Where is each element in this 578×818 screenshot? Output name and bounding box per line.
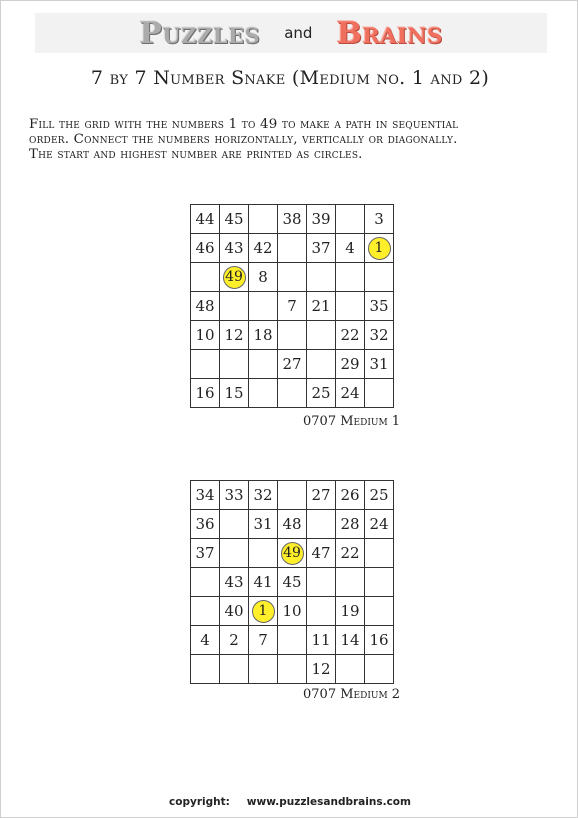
grid-cell[interactable] [191,510,220,539]
grid-cell[interactable] [249,379,278,408]
grid-cell[interactable] [220,234,249,263]
cell-number: 33 [224,486,244,504]
puzzle-caption-2: 0707 Medium 2 [303,687,401,702]
grid-cell[interactable] [336,321,365,350]
grid-cell[interactable] [307,205,336,234]
grid-cell[interactable] [278,539,307,568]
grid-cell[interactable] [336,205,365,234]
circled-number: 1 [368,237,391,260]
instruction-line: Fill the grid with the numbers 1 to 49 to make a path in sequential [29,117,459,132]
grid-cell[interactable] [191,626,220,655]
cell-number: 32 [369,326,389,344]
grid-cell[interactable] [307,321,336,350]
grid-cell[interactable] [220,350,249,379]
cell-number: 25 [311,384,331,402]
grid-cell[interactable] [220,626,249,655]
cell-number: 47 [311,544,331,562]
puzzle-caption-1: 0707 Medium 1 [303,414,401,429]
cell-number: 15 [224,384,244,402]
cell-number: 41 [253,573,273,591]
grid-cell[interactable] [336,539,365,568]
grid-cell[interactable] [191,263,220,292]
cell-number: 46 [195,239,215,257]
grid-cell[interactable] [191,234,220,263]
cell-number: 16 [195,384,215,402]
grid-cell[interactable] [365,379,394,408]
instruction-line: The start and highest number are printed as circles. [29,147,363,162]
grid-cell[interactable] [220,568,249,597]
grid-cell[interactable] [307,350,336,379]
grid-cell[interactable] [220,655,249,684]
cell-number: 27 [282,355,302,373]
grid-cell[interactable] [191,379,220,408]
cell-number: 14 [340,631,360,649]
cell-number: 36 [195,515,215,533]
grid-cell[interactable] [278,350,307,379]
grid-cell[interactable] [278,481,307,510]
puzzle-grid-1 [190,204,394,408]
grid-cell[interactable] [249,510,278,539]
grid-cell[interactable] [365,205,394,234]
grid-cell[interactable] [336,626,365,655]
grid-cell[interactable] [336,568,365,597]
grid-cell[interactable] [220,321,249,350]
grid-cell[interactable] [220,379,249,408]
grid-cell[interactable] [336,510,365,539]
grid-cell[interactable] [365,292,394,321]
grid-cell[interactable] [191,350,220,379]
cell-number: 48 [195,297,215,315]
grid-cell[interactable] [278,205,307,234]
cell-number: 19 [340,602,360,620]
cell-number: 35 [369,297,389,315]
grid-cell[interactable] [220,263,249,292]
cell-number: 42 [253,239,273,257]
logo-and: and [284,24,313,42]
grid-cell[interactable] [278,234,307,263]
cell-number: 21 [311,297,331,315]
cell-number: 45 [224,210,244,228]
grid-cell[interactable] [278,510,307,539]
grid-cell[interactable] [365,510,394,539]
grid-cell[interactable] [249,321,278,350]
circled-number: 49 [281,542,304,565]
grid-cell[interactable] [191,568,220,597]
circled-number: 49 [223,266,246,289]
cell-number: 10 [195,326,215,344]
grid-cell[interactable] [278,597,307,626]
grid-cell[interactable] [249,568,278,597]
grid-cell[interactable] [191,481,220,510]
grid-cell[interactable] [220,481,249,510]
grid-cell[interactable] [220,292,249,321]
grid-cell[interactable] [249,539,278,568]
cell-number: 16 [369,631,389,649]
grid-cell[interactable] [278,292,307,321]
cell-number: 25 [369,486,389,504]
grid-cell[interactable] [307,379,336,408]
grid-cell[interactable] [249,481,278,510]
cell-number: 38 [282,210,302,228]
grid-cell[interactable] [336,379,365,408]
grid-cell[interactable] [365,481,394,510]
cell-number: 39 [311,210,331,228]
grid-cell[interactable] [307,539,336,568]
grid-cell[interactable] [307,481,336,510]
grid-cell[interactable] [307,292,336,321]
grid-cell[interactable] [249,263,278,292]
grid-cell[interactable] [249,234,278,263]
cell-number: 40 [224,602,244,620]
cell-number: 31 [253,515,273,533]
cell-number: 28 [340,515,360,533]
grid-cell[interactable] [249,205,278,234]
grid-cell[interactable] [336,597,365,626]
grid-cell[interactable] [220,539,249,568]
grid-cell[interactable] [307,263,336,292]
cell-number: 48 [282,515,302,533]
cell-number: 10 [282,602,302,620]
logo-puzzles: Puzzles [139,15,261,51]
grid-cell[interactable] [249,655,278,684]
grid-cell[interactable] [365,626,394,655]
cell-number: 8 [258,268,268,286]
puzzle-grid-2 [190,480,394,684]
grid-cell[interactable] [307,510,336,539]
cell-number: 37 [195,544,215,562]
grid-cell[interactable] [220,205,249,234]
cell-number: 43 [224,239,244,257]
grid-cell[interactable] [278,626,307,655]
cell-number: 4 [200,631,210,649]
grid-cell[interactable] [336,655,365,684]
cell-number: 44 [195,210,215,228]
grid-cell[interactable] [365,655,394,684]
grid-cell[interactable] [191,539,220,568]
grid-cell[interactable] [220,597,249,626]
grid-cell[interactable] [249,597,278,626]
grid-cell[interactable] [336,263,365,292]
logo-banner [35,13,547,53]
grid-cell[interactable] [365,350,394,379]
cell-number: 12 [224,326,244,344]
grid-cell[interactable] [365,568,394,597]
grid-cell[interactable] [365,321,394,350]
cell-number: 43 [224,573,244,591]
grid-cell[interactable] [307,655,336,684]
grid-cell[interactable] [307,234,336,263]
grid-cell[interactable] [307,568,336,597]
cell-number: 37 [311,239,331,257]
grid-cell[interactable] [220,510,249,539]
cell-number: 11 [311,631,331,649]
cell-number: 7 [287,297,297,315]
grid-cell[interactable] [278,568,307,597]
grid-cell[interactable] [191,655,220,684]
grid-cell[interactable] [336,481,365,510]
cell-number: 22 [340,544,360,562]
grid-cell[interactable] [336,234,365,263]
cell-number: 24 [340,384,360,402]
grid-cell[interactable] [249,292,278,321]
grid-cell[interactable] [191,292,220,321]
logo-brains: Brains [336,15,443,51]
cell-number: 7 [258,631,268,649]
circled-number: 1 [252,600,275,623]
cell-number: 2 [229,631,239,649]
grid-cell[interactable] [191,205,220,234]
grid-cell[interactable] [249,626,278,655]
grid-cell[interactable] [278,263,307,292]
grid-cell[interactable] [191,597,220,626]
cell-number: 32 [253,486,273,504]
cell-number: 31 [369,355,389,373]
cell-number: 18 [253,326,273,344]
grid-cell[interactable] [365,263,394,292]
cell-number: 12 [311,660,331,678]
cell-number: 27 [311,486,331,504]
grid-cell[interactable] [365,597,394,626]
grid-cell[interactable] [278,321,307,350]
grid-cell[interactable] [336,292,365,321]
cell-number: 24 [369,515,389,533]
cell-number: 34 [195,486,215,504]
grid-cell[interactable] [249,350,278,379]
instructions [29,117,559,162]
grid-cell[interactable] [365,539,394,568]
instruction-line: order. Connect the numbers horizontally, vertically or diagonally. [29,132,458,147]
cell-number: 3 [374,210,384,228]
cell-number: 22 [340,326,360,344]
grid-cell[interactable] [307,597,336,626]
page-title: 7 by 7 Number Snake (Medium no. 1 and 2) [90,67,490,89]
grid-cell[interactable] [278,379,307,408]
copyright-footer: copyright: www.puzzlesandbrains.com [169,796,411,808]
cell-number: 29 [340,355,360,373]
grid-cell[interactable] [307,626,336,655]
cell-number: 45 [282,573,302,591]
cell-number: 4 [345,239,355,257]
grid-cell[interactable] [191,321,220,350]
cell-number: 26 [340,486,360,504]
grid-cell[interactable] [278,655,307,684]
grid-cell[interactable] [365,234,394,263]
grid-cell[interactable] [336,350,365,379]
